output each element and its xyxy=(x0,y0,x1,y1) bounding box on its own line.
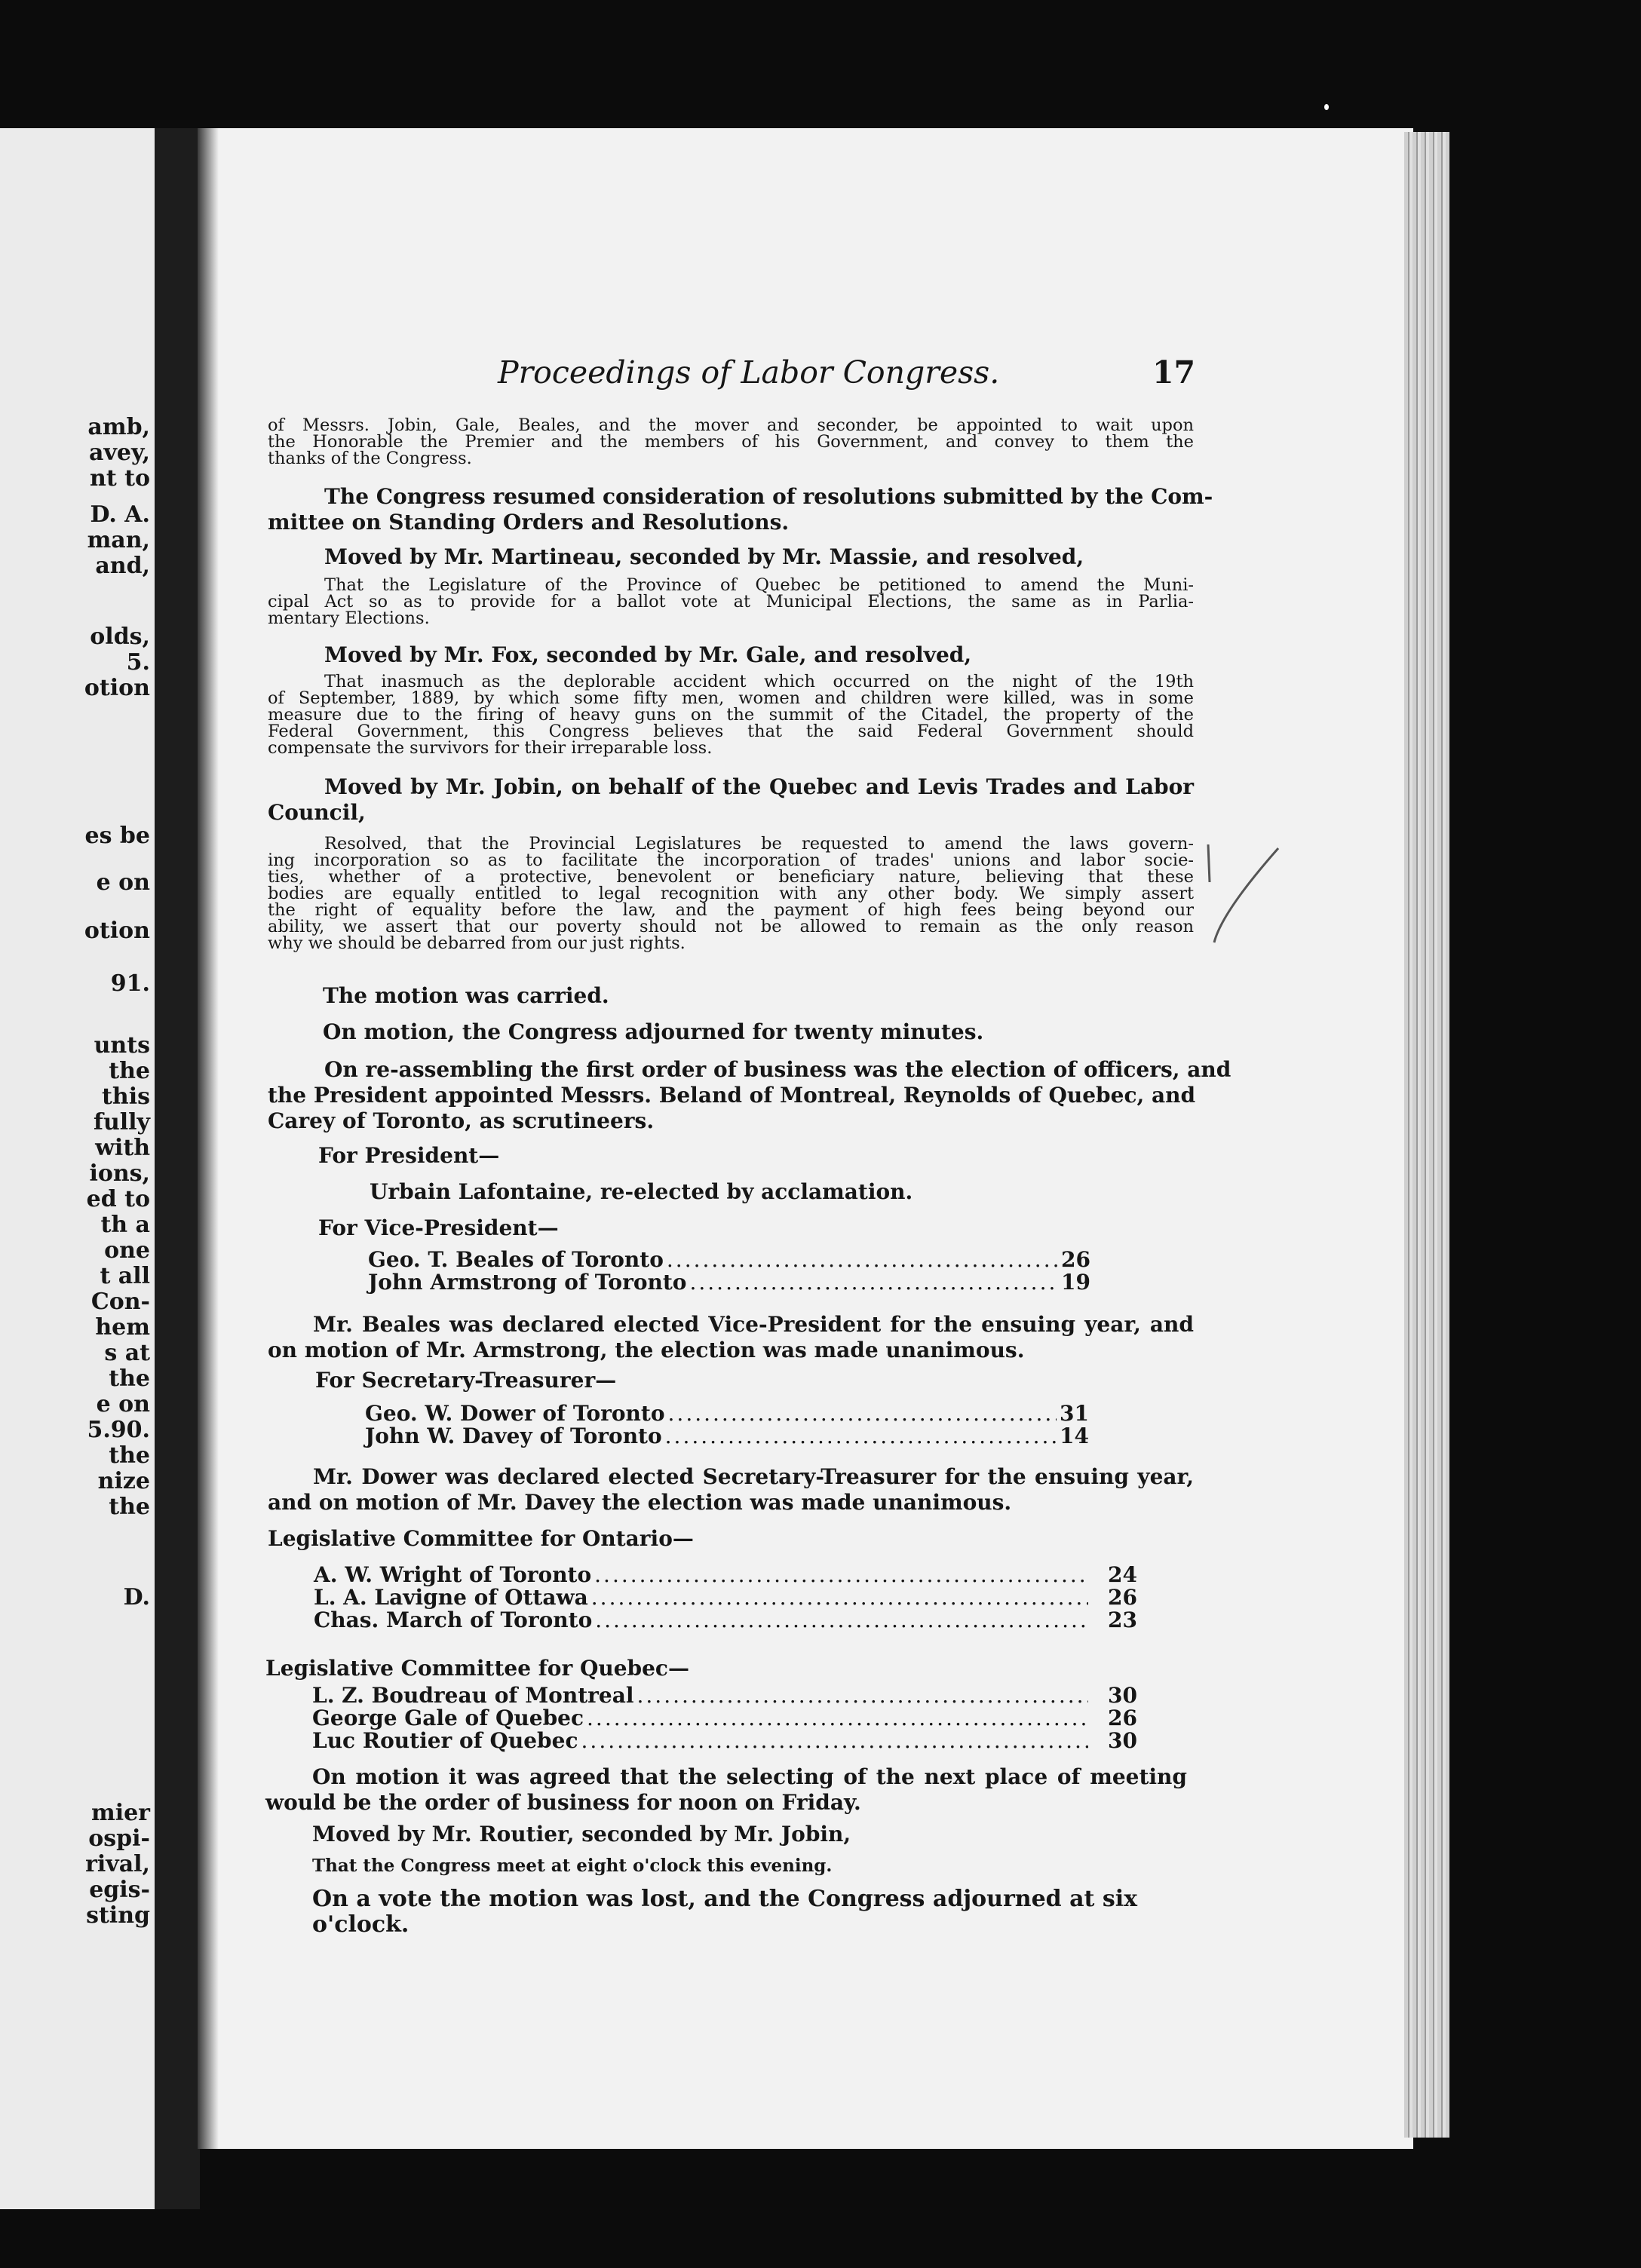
text-line: Moved by Mr. Jobin, on behalf of the Quebec and Levis Trades and Labor xyxy=(324,774,1194,799)
text-line: Federal Government, this Congress believes that the said Federal Government should xyxy=(268,722,1194,741)
text-line: and on motion of Mr. Davey the election was made unanimous. xyxy=(268,1490,1012,1515)
paragraph-next-meeting xyxy=(265,1764,1187,1816)
vote-count: 19 xyxy=(1061,1270,1090,1295)
motion-martineau: Moved by Mr. Martineau, seconded by Mr. Massie, and resolved, xyxy=(324,544,1084,569)
fragment-line: with xyxy=(95,1135,150,1161)
heading-ontario-committee: Legislative Committee for Ontario— xyxy=(268,1526,694,1551)
text-line: That the Legislature of the Province of Quebec be petitioned to amend the Muni- xyxy=(324,575,1194,595)
dot-leader xyxy=(665,1425,1057,1448)
paragraph-resumed-consideration xyxy=(268,484,1213,535)
text-line: on motion of Mr. Armstrong, the election was made unanimous. xyxy=(268,1338,1025,1362)
fragment-line: nt to xyxy=(90,465,150,492)
fragment-line: e on xyxy=(96,1391,150,1418)
fragment-line: this xyxy=(102,1083,150,1110)
fragment-line: hem xyxy=(95,1314,150,1341)
dot-leader xyxy=(581,1730,1089,1752)
vote-row xyxy=(314,1586,1137,1609)
text-line: ability, we assert that our poverty should not be allowed to remain as the only reason xyxy=(268,917,1194,936)
text-line: ing incorporation so as to facilitate the incorporation of trades' unions and labor socie- xyxy=(268,851,1194,870)
motion-carried: The motion was carried. xyxy=(323,983,609,1008)
vote-row xyxy=(365,1402,1089,1425)
text-line: Council, xyxy=(268,800,366,825)
motion-jobin xyxy=(268,774,1194,826)
vote-count: 23 xyxy=(1108,1608,1137,1632)
member-name: A. W. Wright of Toronto xyxy=(314,1562,592,1587)
secretary-result xyxy=(268,1464,1194,1516)
text-line: Carey of Toronto, as scrutineers. xyxy=(268,1108,655,1133)
text-line: the Honorable the Premier and the members of his Government, and convey to them the xyxy=(268,432,1194,452)
member-name: Luc Routier of Quebec xyxy=(312,1728,578,1753)
text-line: The Congress resumed consideration of resolutions submitted by the Com- xyxy=(324,484,1213,509)
fragment-line: olds, xyxy=(90,624,150,650)
paragraph-election-scrutineers xyxy=(268,1057,1232,1134)
fragment-line: avey, xyxy=(89,440,150,466)
fragment-line: one xyxy=(104,1237,150,1264)
text-line: mentary Elections. xyxy=(268,608,430,628)
heading-quebec-committee: Legislative Committee for Quebec— xyxy=(265,1656,689,1681)
dot-leader xyxy=(667,1249,1058,1271)
text-line: of September, 1889, by which some fifty men, women and children were killed, was in some xyxy=(268,688,1194,708)
fragment-line: 91. xyxy=(110,970,150,997)
book-gutter xyxy=(155,128,200,2209)
candidate-name: Geo. W. Dower of Toronto xyxy=(365,1401,665,1426)
ontario-members xyxy=(314,1564,1137,1632)
text-line: Resolved, that the Provincial Legislatures be requested to amend the laws govern- xyxy=(324,834,1194,854)
text-line: mittee on Standing Orders and Resolutions. xyxy=(268,510,790,535)
fragment-line: egis- xyxy=(89,1877,150,1903)
text-line: the President appointed Messrs. Beland of Montreal, Reynolds of Quebec, and xyxy=(268,1083,1196,1108)
fragment-line: ed to xyxy=(86,1186,150,1212)
fragment-line: otion xyxy=(84,918,150,944)
resolution-incorporation xyxy=(268,835,1194,952)
text-line: ties, whether of a protective, benevolent or beneficiary nature, believing that these xyxy=(268,867,1194,887)
fragment-line: D. xyxy=(123,1584,150,1611)
fragment-line: Con- xyxy=(90,1289,150,1315)
fragment-line: mier xyxy=(90,1800,150,1826)
vote-count: 30 xyxy=(1108,1683,1137,1708)
fragment-line: th a xyxy=(100,1212,150,1238)
vote-row xyxy=(368,1249,1090,1271)
text-line: compensate the survivors for their irreparable loss. xyxy=(268,738,713,758)
heading-president: For President— xyxy=(318,1143,500,1168)
dot-leader xyxy=(637,1684,1089,1707)
fragment-line: fully xyxy=(94,1109,150,1136)
fragment-line: t all xyxy=(100,1263,150,1289)
fragment-line: man, xyxy=(87,527,150,553)
dot-leader xyxy=(668,1402,1057,1425)
vote-row xyxy=(312,1707,1137,1730)
text-line: the right of equality before the law, and the payment of high fees being beyond our xyxy=(268,900,1194,920)
text-line: Mr. Beales was declared elected Vice-President for the ensuing year, and xyxy=(313,1312,1194,1337)
text-line: of Messrs. Jobin, Gale, Beales, and the mover and seconder, be appointed to wait upon xyxy=(268,415,1194,435)
fragment-line: nize xyxy=(97,1468,150,1494)
dot-leader xyxy=(595,1609,1088,1632)
vice-president-votes xyxy=(368,1249,1090,1294)
dot-leader xyxy=(594,1564,1088,1586)
text-line: Mr. Dower was declared elected Secretary-Treasurer for the ensuing year, xyxy=(313,1464,1194,1489)
pencil-checkmark xyxy=(1192,829,1282,958)
vote-row xyxy=(365,1425,1089,1448)
vote-row xyxy=(368,1271,1090,1294)
vote-count: 26 xyxy=(1061,1247,1090,1272)
final-adjournment: On a vote the motion was lost, and the Congress adjourned at six o'clock. xyxy=(312,1886,1138,1938)
candidate-name: John Armstrong of Toronto xyxy=(368,1270,687,1295)
candidate-name: Geo. T. Beales of Toronto xyxy=(368,1247,664,1272)
fragment-line: ions, xyxy=(89,1160,150,1187)
fragment-line: the xyxy=(109,1365,150,1392)
text-line: That inasmuch as the deplorable accident which occurred on the night of the 19th xyxy=(324,672,1194,691)
member-name: George Gale of Quebec xyxy=(312,1706,584,1730)
text-line: would be the order of business for noon on Friday. xyxy=(265,1790,861,1815)
motion-fox: Moved by Mr. Fox, seconded by Mr. Gale, and resolved, xyxy=(324,642,972,667)
fragment-line: e on xyxy=(96,869,150,896)
fragment-line: unts xyxy=(94,1032,150,1059)
member-name: Chas. March of Toronto xyxy=(314,1608,593,1632)
member-name: L. A. Lavigne of Ottawa xyxy=(314,1585,588,1610)
resolution-citadel-accident xyxy=(268,673,1194,756)
fragment-line: sting xyxy=(86,1902,150,1929)
quebec-members xyxy=(312,1684,1137,1752)
text-line: thanks of the Congress. xyxy=(268,449,472,468)
heading-secretary-treasurer: For Secretary-Treasurer— xyxy=(315,1368,617,1393)
paragraph-committee-thanks xyxy=(268,417,1194,467)
text-line: cipal Act so as to provide for a ballot vote at Municipal Elections, the same as in Parlia- xyxy=(268,592,1194,611)
fragment-line: the xyxy=(109,1494,150,1520)
dot-leader xyxy=(587,1707,1088,1730)
vote-count: 30 xyxy=(1108,1728,1137,1753)
vote-count: 26 xyxy=(1108,1706,1137,1730)
vote-count: 24 xyxy=(1108,1562,1137,1587)
facing-page-fragment xyxy=(0,128,155,2209)
speck xyxy=(1324,104,1329,110)
running-header xyxy=(294,354,1199,400)
fragment-line: and, xyxy=(95,553,150,579)
text-line: bodies are equally entitled to legal recognition with any other body. We simply assert xyxy=(268,884,1194,903)
text-line: On motion it was agreed that the selecting of the next place of meeting xyxy=(312,1764,1187,1789)
motion-routier: Moved by Mr. Routier, seconded by Mr. Jobin, xyxy=(312,1822,851,1847)
text-line: why we should be debarred from our just rights. xyxy=(268,933,686,953)
vote-count: 26 xyxy=(1108,1585,1137,1610)
spine-shadow xyxy=(198,128,219,2149)
vote-row xyxy=(314,1564,1137,1586)
fragment-line: D. A. xyxy=(90,501,150,528)
vote-row xyxy=(314,1609,1137,1632)
vice-president-result xyxy=(268,1312,1194,1363)
vote-count: 14 xyxy=(1060,1424,1089,1448)
fragment-line: the xyxy=(109,1058,150,1084)
secretary-votes xyxy=(365,1402,1089,1448)
dot-leader xyxy=(689,1271,1058,1294)
heading-vice-president: For Vice-President— xyxy=(318,1215,559,1240)
vote-count: 31 xyxy=(1060,1401,1089,1426)
page-number: 17 xyxy=(1152,354,1195,391)
fragment-line: ospi- xyxy=(88,1825,150,1852)
candidate-name: John W. Davey of Toronto xyxy=(365,1424,662,1448)
resolution-evening-meeting: That the Congress meet at eight o'clock this evening. xyxy=(312,1856,833,1876)
fragment-line: s at xyxy=(104,1340,150,1366)
text-line: measure due to the firing of heavy guns on the summit of the Citadel, the property of the xyxy=(268,705,1194,725)
fragment-line: 5. xyxy=(126,649,150,676)
member-name: L. Z. Boudreau of Montreal xyxy=(312,1683,634,1708)
fragment-line: amb, xyxy=(87,414,150,440)
vote-row xyxy=(312,1684,1137,1707)
president-result: Urbain Lafontaine, re-elected by acclamation. xyxy=(370,1179,913,1204)
vote-row xyxy=(312,1730,1137,1752)
fragment-line: 5.90. xyxy=(87,1417,150,1443)
adjournment-twenty-minutes: On motion, the Congress adjourned for twenty minutes. xyxy=(323,1019,984,1044)
page-edges xyxy=(1404,132,1449,2138)
text-line: On re-assembling the first order of business was the election of officers, and xyxy=(324,1057,1232,1082)
running-title: Proceedings of Labor Congress. xyxy=(498,354,1000,391)
fragment-line: rival, xyxy=(85,1851,150,1877)
fragment-line: the xyxy=(109,1442,150,1469)
fragment-line: otion xyxy=(84,675,150,701)
resolution-ballot-vote xyxy=(268,577,1194,627)
dot-leader xyxy=(591,1586,1088,1609)
fragment-line: es be xyxy=(84,823,150,849)
